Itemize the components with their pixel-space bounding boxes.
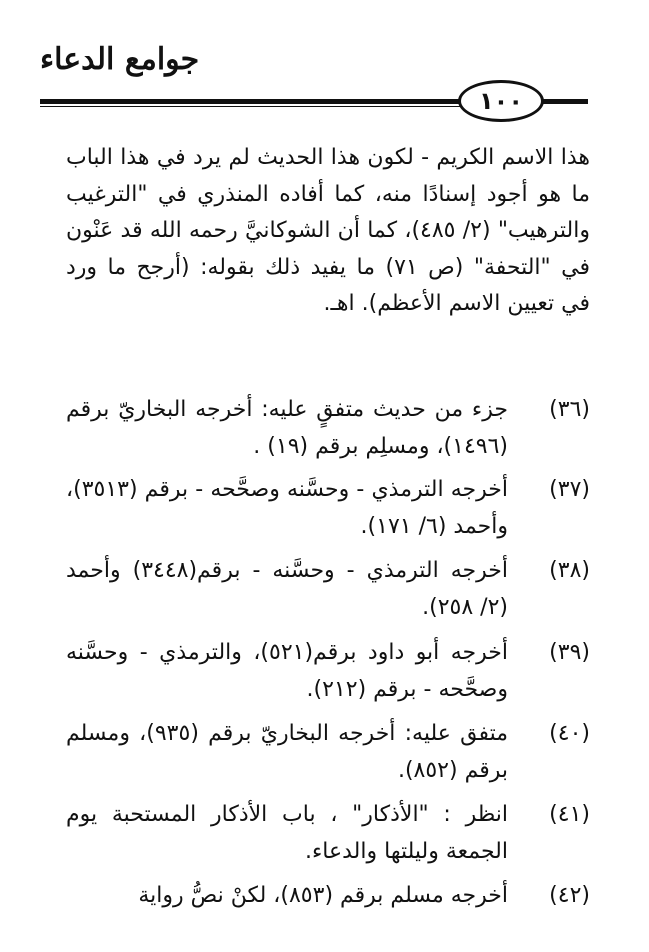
footnote-number: (٤٠) (549, 721, 590, 746)
footnote-37 (66, 472, 590, 545)
footnote-text: جزء من حديث متفقٍ عليه: أخرجه البخاريّ برقم (١٤٩٦)، ومسلِم برقم (١٩) . (66, 397, 508, 459)
page-header (0, 0, 649, 120)
footnote-text: أخرجه أبو داود برقم(٥٢١)، والترمذي - وحسَّنه وصحَّحه - برقم (٢١٢). (66, 640, 508, 702)
footnote-text: أخرجه مسلم برقم (٨٥٣)، لكنْ نصُّ رواية (138, 883, 508, 908)
footnote-38 (66, 553, 590, 626)
footnote-text: متفق عليه: أخرجه البخاريّ برقم (٩٣٥)، ومسلم برقم (٨٥٢). (66, 721, 508, 783)
footnote-number: (٤٢) (549, 883, 590, 908)
footnote-text: أخرجه الترمذي - وحسَّنه وصحَّحه - برقم (٣٥١٣)، وأحمد (٦/ ١٧١). (66, 477, 508, 539)
footnote-36 (66, 392, 590, 465)
footnote-text: انظر : "الأذكار" ، باب الأذكار المستحبة يوم الجمعة وليلتها والدعاء. (66, 802, 508, 864)
footnote-text: أخرجه الترمذي - وحسَّنه - برقم(٣٤٤٨) وأحمد (٢/ ٢٥٨). (66, 558, 508, 620)
continuation-text (66, 140, 590, 323)
footnote-number: (٤١) (549, 802, 590, 827)
header-rule-right (540, 99, 588, 104)
page-number: ١٠٠ (458, 80, 544, 122)
footnote-number: (٣٨) (549, 558, 590, 583)
footnote-number: (٣٧) (549, 477, 590, 502)
header-rule (40, 99, 460, 104)
footnote-39 (66, 635, 590, 708)
book-title: جوامع الدعاء (40, 42, 200, 77)
footnote-number: (٣٩) (549, 640, 590, 665)
footnote-number: (٣٦) (549, 397, 590, 422)
footnote-42 (66, 878, 590, 915)
continuation-paragraph: هذا الاسم الكريم - لكون هذا الحديث لم يرد في هذا الباب ما هو أجود إسنادًا منه، كما أفاده المنذري في "الترغيب والترهيب" (٢/ ٤٨٥)، كما أن الشوكانيَّ رحمه الله قد عَنْون في "التحفة" (ص ٧١) ما يفيد ذلك بقوله: (أرجح ما ورد في تعيين الاسم الأعظم). اهـ. (66, 145, 590, 316)
footnote-41 (66, 797, 590, 870)
header-rule-thin (40, 106, 460, 107)
footnote-40 (66, 716, 590, 789)
